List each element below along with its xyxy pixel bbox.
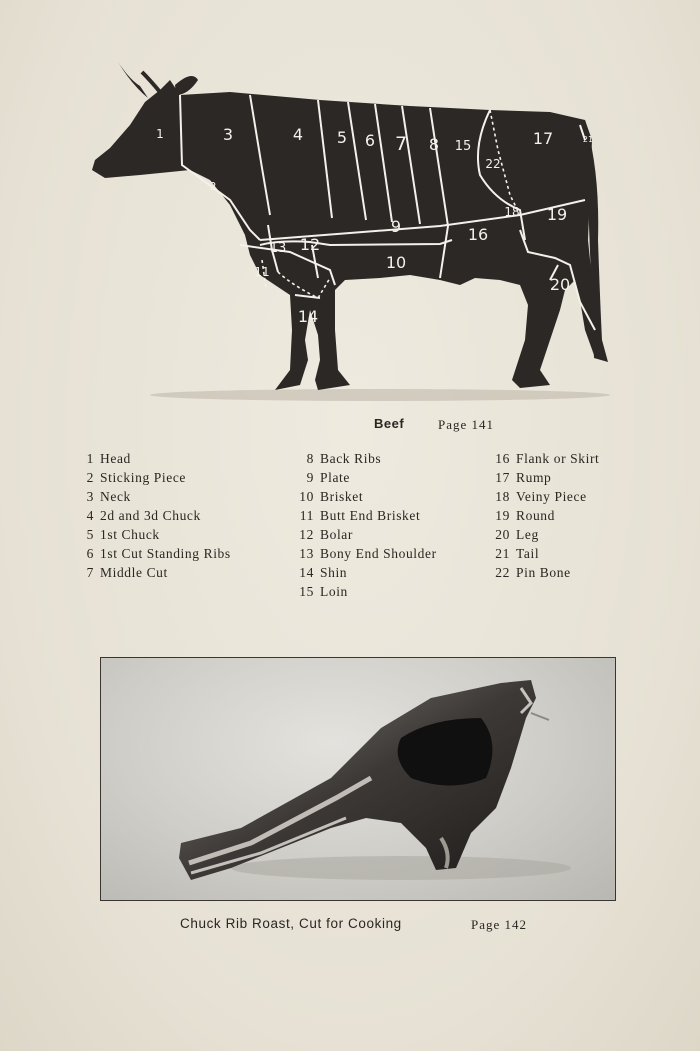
- legend-label: 1st Chuck: [100, 527, 160, 542]
- legend-number: 18: [495, 489, 510, 504]
- cut-number: 10: [385, 253, 407, 272]
- cuts-legend-column-3: [484, 449, 599, 582]
- legend-number: 3: [86, 489, 94, 504]
- cut-number: 2: [209, 180, 217, 193]
- cut-number: 19: [546, 205, 568, 224]
- legend-number: 21: [495, 546, 510, 561]
- legend-item: [484, 506, 599, 525]
- cut-number: 20: [549, 275, 571, 294]
- legend-number: 4: [86, 508, 94, 523]
- cut-number: 5: [336, 128, 348, 147]
- cut-number: 7: [394, 133, 408, 155]
- legend-number: 9: [306, 470, 314, 485]
- legend-item: [484, 449, 599, 468]
- legend-item: [72, 544, 231, 563]
- cuts-legend-column-1: [72, 449, 231, 582]
- legend-label: Leg: [516, 527, 539, 542]
- legend-label: Bony End Shoulder: [320, 546, 437, 561]
- legend-item: [72, 525, 231, 544]
- legend-item: [288, 449, 437, 468]
- beef-figure-caption: Beef: [374, 416, 405, 431]
- legend-label: Flank or Skirt: [516, 451, 600, 466]
- legend-item: [288, 525, 437, 544]
- legend-label: Neck: [100, 489, 131, 504]
- legend-label: Brisket: [320, 489, 364, 504]
- legend-number: 17: [495, 470, 510, 485]
- beef-cuts-diagram: [80, 40, 640, 420]
- legend-label: Pin Bone: [516, 565, 571, 580]
- legend-item: [72, 449, 231, 468]
- legend-number: 22: [495, 565, 510, 580]
- cut-number: 14: [297, 307, 319, 326]
- legend-item: [288, 487, 437, 506]
- legend-label: Loin: [320, 584, 348, 599]
- legend-label: 1st Cut Standing Ribs: [100, 546, 231, 561]
- legend-number: 8: [306, 451, 314, 466]
- legend-number: 11: [299, 508, 314, 523]
- legend-item: [72, 506, 231, 525]
- legend-number: 19: [495, 508, 510, 523]
- cut-number: 18: [504, 205, 520, 219]
- cut-number: 11: [254, 265, 270, 279]
- legend-label: Rump: [516, 470, 552, 485]
- cut-number: 13: [269, 241, 287, 256]
- legend-number: 10: [299, 489, 314, 504]
- legend-item: [484, 563, 599, 582]
- legend-number: 16: [495, 451, 510, 466]
- legend-number: 7: [86, 565, 94, 580]
- legend-number: 20: [495, 527, 510, 542]
- legend-item: [72, 487, 231, 506]
- cut-number: 21: [582, 135, 594, 144]
- legend-number: 2: [86, 470, 94, 485]
- legend-number: 6: [86, 546, 94, 561]
- cut-number: 8: [428, 135, 440, 154]
- cut-number: 3: [222, 125, 234, 144]
- cow-silhouette: [80, 40, 640, 420]
- cow-body: [92, 80, 602, 390]
- legend-item: [484, 544, 599, 563]
- cut-number: 22: [485, 157, 501, 171]
- cut-number: 12: [299, 235, 321, 254]
- legend-label: Butt End Brisket: [320, 508, 421, 523]
- legend-item: [484, 487, 599, 506]
- roast-page-reference: Page 142: [471, 917, 528, 932]
- legend-item: [288, 468, 437, 487]
- legend-number: 15: [299, 584, 314, 599]
- cut-number: 1: [156, 127, 164, 141]
- legend-item: [288, 582, 437, 601]
- legend-number: 1: [86, 451, 94, 466]
- legend-item: [72, 468, 231, 487]
- legend-number: 14: [299, 565, 314, 580]
- legend-label: Bolar: [320, 527, 353, 542]
- legend-label: Tail: [516, 546, 540, 561]
- legend-item: [288, 506, 437, 525]
- cuts-legend-column-2: [288, 449, 437, 601]
- legend-item: [484, 468, 599, 487]
- cut-number: 4: [292, 125, 304, 144]
- legend-label: Plate: [320, 470, 350, 485]
- legend-label: Shin: [320, 565, 348, 580]
- legend-number: 12: [299, 527, 314, 542]
- legend-item: [72, 563, 231, 582]
- legend-label: Veiny Piece: [516, 489, 587, 504]
- legend-label: Back Ribs: [320, 451, 382, 466]
- legend-label: Sticking Piece: [100, 470, 187, 485]
- cut-number: 9: [390, 217, 402, 236]
- legend-item: [288, 563, 437, 582]
- cut-number: 6: [364, 131, 376, 150]
- legend-label: Head: [100, 451, 131, 466]
- legend-item: [484, 525, 599, 544]
- legend-label: Round: [516, 508, 556, 523]
- cut-number: 15: [454, 139, 472, 154]
- chuck-rib-roast-photo: [100, 657, 616, 901]
- beef-page-reference: Page 141: [438, 417, 495, 432]
- roast-figure-caption: Chuck Rib Roast, Cut for Cooking: [180, 916, 402, 931]
- legend-label: 2d and 3d Chuck: [100, 508, 201, 523]
- legend-item: [288, 544, 437, 563]
- legend-number: 13: [299, 546, 314, 561]
- roast-illustration: [101, 658, 614, 899]
- legend-number: 5: [86, 527, 94, 542]
- cut-number: 17: [532, 129, 554, 148]
- cut-number: 16: [467, 225, 489, 244]
- legend-label: Middle Cut: [100, 565, 168, 580]
